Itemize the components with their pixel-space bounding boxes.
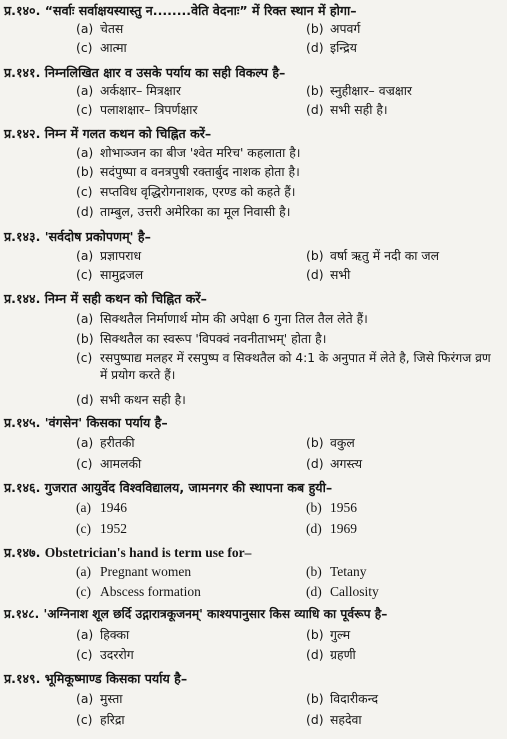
question-number: प्र.१४०. xyxy=(4,3,41,18)
question-stem xyxy=(4,544,505,561)
question-text: 'अग्निनाश शूल छर्दि उद्गारात्रकूजनम्' काश्यपानुसार किस व्याधि का पूर्वरूप है– xyxy=(43,607,388,621)
question-text: निम्न में सही कथन को चिह्नित करें– xyxy=(44,291,207,306)
option-c[interactable]: (c) आत्मा xyxy=(76,40,127,55)
option-c[interactable]: (c) 1952 xyxy=(76,521,127,536)
option-a[interactable]: (a) हरीतकी xyxy=(76,435,135,450)
option-d[interactable]: (d) 1969 xyxy=(306,521,357,536)
option-a[interactable]: (a) शोभाञ्जन का बीज 'श्वेत मरिच' कहलाता है। xyxy=(76,145,301,160)
question-141 xyxy=(4,64,505,81)
option-b[interactable]: (b) वर्षा ऋतु में नदी का जल xyxy=(306,248,439,263)
question-number: प्र.१४१. xyxy=(4,65,41,80)
question-text: गुजरात आयुर्वेद विश्वविद्यालय, जामनगर की स्थापना कब हुयी– xyxy=(44,480,333,495)
question-stem xyxy=(4,125,505,142)
option-a[interactable]: (a) प्रज्ञापराध xyxy=(76,248,142,263)
option-b[interactable]: (b) विदारीकन्द xyxy=(306,691,379,706)
option-c[interactable]: (c) हरिद्रा xyxy=(76,712,125,727)
option-d[interactable]: (d) अगस्त्य xyxy=(306,456,363,471)
option-a[interactable]: (a) सिक्थतैल निर्माणार्थ मोम की अपेक्षा 6 गुना तिल तैल लेते हैं। xyxy=(76,311,368,326)
question-text: निम्न में गलत कथन को चिह्नित करें– xyxy=(44,126,212,141)
question-number: प्र.१४२. xyxy=(4,126,41,141)
option-b[interactable]: (b) वकुल xyxy=(306,435,355,450)
option-a[interactable]: (a) हिक्का xyxy=(76,627,130,642)
question-stem xyxy=(4,606,505,623)
option-d[interactable]: (d) ताम्बुल, उत्तरी अमेरिका का मूल निवासी है। xyxy=(76,204,291,219)
question-143 xyxy=(4,228,505,245)
question-stem xyxy=(4,479,505,496)
option-b[interactable]: (b) Tetany xyxy=(306,564,367,579)
option-b[interactable]: (b) सदंपुष्पा व वनत्रपुषी रक्तार्बुद नाशक होता है। xyxy=(76,164,300,179)
option-d[interactable]: (d) सहदेवा xyxy=(306,712,362,727)
question-number: प्र.१४३. xyxy=(4,229,41,244)
question-stem xyxy=(4,64,505,81)
option-d[interactable]: (d) इन्द्रिय xyxy=(306,40,357,55)
option-d[interactable]: (d) सभी xyxy=(306,267,351,282)
option-c[interactable]: (c) Abscess formation xyxy=(76,584,201,599)
question-text: निम्नलिखित क्षार व उसके पर्याय का सही विकल्प है– xyxy=(44,65,286,80)
option-b[interactable]: (b) स्नुहीक्षार– वज्रक्षार xyxy=(306,83,412,98)
option-a[interactable]: (a) अर्कक्षार– मित्रक्षार xyxy=(76,83,181,98)
option-c[interactable]: (c) आमलकी xyxy=(76,456,142,471)
question-147 xyxy=(4,544,505,561)
question-text: 'सर्वदोष प्रकोपणम्' है– xyxy=(44,229,151,244)
question-number: प्र.१४६. xyxy=(4,480,41,495)
option-b[interactable]: (b) सिक्थतैल का स्वरूप 'विपक्वं नवनीताभम्' होता है। xyxy=(76,331,327,346)
option-c[interactable]: (c) सामुद्रजल xyxy=(76,267,144,282)
option-d[interactable]: (d) सभी कथन सही है। xyxy=(76,392,186,407)
option-a[interactable]: (a) चेतस xyxy=(76,21,124,36)
option-d[interactable]: (d) सभी सही है। xyxy=(306,102,388,117)
question-145 xyxy=(4,414,505,431)
question-stem xyxy=(4,2,505,19)
option-a[interactable]: (a) Pregnant women xyxy=(76,564,192,579)
question-text: “सर्वाः सर्वाक्षयस्यास्तु न........वेति वेदनाः” में रिक्त स्थान में होगा– xyxy=(44,3,357,18)
option-b[interactable]: (b) अपवर्ग xyxy=(306,21,361,36)
question-text: 'वंगसेन' किसका पर्याय है– xyxy=(44,415,168,430)
question-number: प्र.१४९. xyxy=(4,671,41,686)
option-d[interactable]: (d) Callosity xyxy=(306,584,379,599)
option-b[interactable]: (b) 1956 xyxy=(306,500,357,515)
option-a[interactable]: (a) 1946 xyxy=(76,500,127,515)
question-number: प्र.१४७. xyxy=(4,545,41,560)
question-144 xyxy=(4,290,505,307)
question-text: Obstetrician's hand is term use for– xyxy=(44,545,252,560)
option-c[interactable]: (c) उदररोग xyxy=(76,647,134,662)
option-a[interactable]: (a) मुस्ता xyxy=(76,691,123,706)
option-d[interactable]: (d) ग्रहणी xyxy=(306,647,356,662)
option-c[interactable]: (c) पलाशक्षार– त्रिपर्णक्षार xyxy=(76,102,198,117)
question-stem xyxy=(4,414,505,431)
question-text: भूमिकूष्माण्ड किसका पर्याय है– xyxy=(44,671,188,686)
option-b[interactable]: (b) गुल्म xyxy=(306,627,351,642)
question-stem xyxy=(4,670,505,687)
question-140 xyxy=(4,2,505,19)
question-stem xyxy=(4,290,505,307)
question-149 xyxy=(4,670,505,687)
question-number: प्र.१४४. xyxy=(4,291,41,306)
question-146 xyxy=(4,479,505,496)
question-148 xyxy=(4,606,505,623)
option-c[interactable]: (c) रसपुष्पाद्य मलहर में रसपुष्प व सिक्थतैल को 4:1 के अनुपात में लेते है, जिसे फिरंगज व्रण में प्रयोग करते हैं। xyxy=(76,351,491,382)
question-142 xyxy=(4,125,505,142)
question-number: प्र.१४५. xyxy=(4,415,41,430)
option-c[interactable]: (c) सप्तविध वृद्धिरोगनाशक, एरण्ड को कहते हैं। xyxy=(76,184,296,199)
question-stem xyxy=(4,228,505,245)
question-number: प्र.१४८. xyxy=(4,607,40,621)
